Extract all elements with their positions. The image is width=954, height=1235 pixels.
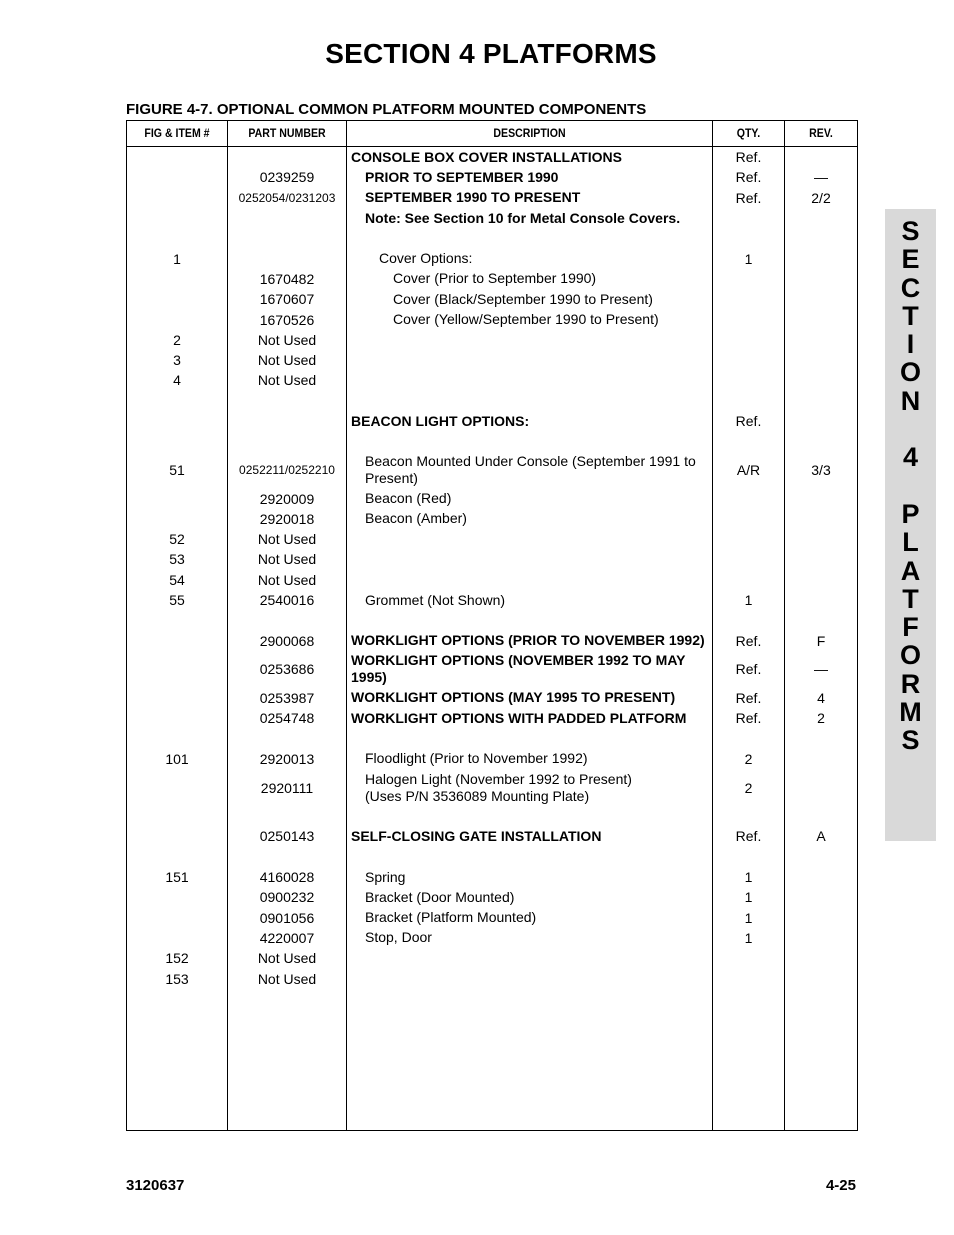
description-cell: Spring [365,868,406,885]
fig-item-cell [127,631,227,651]
qty-cell [713,968,784,988]
side-tab-letter: O [899,357,921,388]
qty-cell [713,330,784,350]
fig-item-cell [127,391,227,411]
fig-item-cell [127,806,227,826]
page-number: 4-25 [825,1177,856,1194]
rev-cell [785,147,857,167]
qty-cell: 1 [744,889,753,906]
part-number-cell: 0254748 [259,710,315,727]
fig-item-cell [127,847,227,867]
table-row [127,769,857,806]
description-cell [351,350,711,370]
part-number-cell: 1670482 [259,270,315,287]
part-number-cell: 0252054/0231203 [238,190,336,205]
table-row [127,887,857,907]
part-number-cell: Not Used [257,970,317,987]
part-number-cell: 0250143 [259,828,315,845]
qty-cell [713,529,784,549]
side-tab-letter: I [906,329,915,360]
table-row [127,867,857,887]
fig-item-cell: 152 [165,950,189,967]
figure-title: FIGURE 4-7. OPTIONAL COMMON PLATFORM MOUNTED COMPONENTS [126,101,647,118]
table-row [127,728,857,748]
side-tab-letters [885,217,936,755]
part-number-cell [228,411,346,431]
rev-cell: 3/3 [811,461,831,478]
fig-item-cell: 55 [169,592,185,609]
description-line: (Uses P/N 3536089 Mounting Plate) [365,787,590,804]
rev-cell [785,769,857,806]
rev-cell: — [814,661,828,678]
qty-cell: Ref. [735,661,762,678]
part-number-cell [228,147,346,167]
rev-cell [785,908,857,928]
description-cell: Cover Options: [379,250,473,267]
header-fig-item: FIG & ITEM # [144,126,210,140]
qty-cell [713,728,784,748]
qty-cell [713,570,784,590]
qty-cell [713,488,784,508]
part-number-cell: 2900068 [259,632,315,649]
description-cell: Floodlight (Prior to November 1992) [365,750,588,767]
side-tab-letter: P [901,498,920,529]
qty-cell: Ref. [735,710,762,727]
side-tab-letter: M [899,697,922,728]
part-number-cell: 2920018 [259,510,315,527]
qty-cell [713,610,784,630]
table-row [127,968,857,988]
side-tab-letter: T [902,300,919,331]
qty-cell: 1 [744,909,753,926]
table-row [127,411,857,431]
qty-cell: Ref. [735,169,762,186]
parts-table [126,120,858,1131]
part-number-cell: 4160028 [259,869,315,886]
qty-cell: A/R [736,461,761,478]
part-number-cell [228,431,346,451]
description-cell [351,228,711,248]
side-tab-letter: C [900,272,921,303]
fig-item-cell: 51 [169,461,185,478]
table-row [127,708,857,728]
header-rev: REV. [809,126,833,140]
qty-cell [713,948,784,968]
description-cell [351,391,711,411]
rev-cell: A [816,828,826,845]
table-row [127,509,857,529]
qty-cell: 2 [744,750,753,767]
rev-cell: — [814,169,828,186]
fig-item-cell [127,147,227,167]
part-number-cell [228,228,346,248]
description-cell [351,610,711,630]
table-row [127,688,857,708]
qty-cell [713,549,784,569]
fig-item-cell: 3 [173,352,181,369]
part-number-cell: 4220007 [259,929,315,946]
table-row [127,228,857,248]
header-qty: QTY. [736,126,761,140]
fig-item-cell [127,769,227,806]
part-number-cell: Not Used [257,531,317,548]
qty-cell: 1 [744,250,753,267]
fig-item-cell [127,688,227,708]
fig-item-cell: 54 [169,571,185,588]
fig-item-cell [127,188,227,208]
description-cell: WORKLIGHT OPTIONS (PRIOR TO NOVEMBER 1992) [351,632,705,649]
qty-cell [713,431,784,451]
rev-cell [785,948,857,968]
side-tab-letter: R [900,668,921,699]
table-row [127,948,857,968]
table-row [127,370,857,390]
fig-item-cell: 2 [173,331,181,348]
part-number-cell: 0253686 [259,661,315,678]
description-cell: WORKLIGHT OPTIONS (MAY 1995 TO PRESENT) [351,689,676,706]
fig-item-cell: 52 [169,531,185,548]
table-row [127,570,857,590]
rev-cell [785,529,857,549]
description-cell: WORKLIGHT OPTIONS (NOVEMBER 1992 TO MAY 1995) [351,652,686,686]
fig-item-cell: 1 [173,250,181,267]
description-cell [351,370,711,390]
table-row [127,431,857,451]
side-tab-letter: 4 [902,442,919,473]
side-tab-letter: N [900,385,921,416]
qty-cell [713,350,784,370]
part-number-cell [228,208,346,228]
part-number-cell: Not Used [257,372,317,389]
description-cell: Beacon (Red) [365,490,452,507]
qty-cell [713,806,784,826]
qty-cell: 2 [744,779,753,796]
rev-cell [785,228,857,248]
part-number-cell: 0252211/0252210 [239,462,335,477]
fig-item-cell [127,208,227,228]
rev-cell [785,269,857,289]
rev-cell: 2/2 [811,189,831,206]
table-row [127,590,857,610]
part-number-cell: Not Used [257,950,317,967]
table-row [127,208,857,228]
rev-cell [785,590,857,610]
description-cell [351,968,711,988]
side-tab-letter: F [902,612,919,643]
rev-cell [785,350,857,370]
table-row [127,610,857,630]
description-cell [351,948,711,968]
rev-cell [785,847,857,867]
document-number: 3120637 [126,1177,185,1194]
rev-cell: 2 [817,710,825,727]
description-cell [351,549,711,569]
description-cell [351,806,711,826]
qty-cell [713,289,784,309]
part-number-cell: 2920009 [259,490,315,507]
part-number-cell: 0239259 [259,169,315,186]
description-cell: Bracket (Platform Mounted) [365,909,537,926]
description-cell: Note: See Section 10 for Metal Console Covers. [365,209,681,226]
part-number-cell [228,610,346,630]
fig-item-cell: 101 [165,750,189,767]
description-cell: CONSOLE BOX COVER INSTALLATIONS [351,148,622,165]
fig-item-cell [127,488,227,508]
table-body [127,147,857,989]
part-number-cell: 2920111 [260,779,314,796]
description-cell: SELF-CLOSING GATE INSTALLATION [351,827,602,844]
rev-cell [785,509,857,529]
rev-cell [785,431,857,451]
rev-cell [785,806,857,826]
description-cell: Bracket (Door Mounted) [365,888,515,905]
qty-cell [713,509,784,529]
table-row [127,451,857,488]
description-cell [351,570,711,590]
fig-item-cell [127,167,227,187]
qty-cell: Ref. [735,413,762,429]
rev-cell [785,749,857,769]
side-tab-letter: E [901,244,920,275]
part-number-cell: 1670607 [259,291,315,308]
fig-item-cell [127,509,227,529]
rev-cell [785,570,857,590]
side-tab-letter: S [901,216,920,246]
description-cell [351,769,725,806]
qty-cell [713,228,784,248]
description-cell: Beacon Mounted Under Console (September 1991 to Present) [365,452,696,486]
table-row [127,847,857,867]
description-line: Halogen Light (November 1992 to Present) [365,770,632,787]
table-row [127,248,857,268]
rev-cell [785,289,857,309]
part-number-cell [228,847,346,867]
fig-item-cell [127,908,227,928]
qty-cell: 1 [744,869,753,886]
part-number-cell: Not Used [257,571,317,588]
side-tab-letter: A [900,555,921,586]
fig-item-cell [127,289,227,309]
part-number-cell: 0900232 [259,889,315,906]
fig-item-cell [127,411,227,431]
fig-item-cell [127,728,227,748]
fig-item-cell [127,708,227,728]
part-number-cell: 1670526 [259,311,315,328]
table-row [127,289,857,309]
part-number-cell: 0901056 [259,909,315,926]
fig-item-cell [127,269,227,289]
table-row [127,167,857,187]
rev-cell [785,370,857,390]
part-number-cell [228,728,346,748]
qty-cell: 1 [744,929,753,946]
rev-cell [785,309,857,329]
part-number-cell [228,806,346,826]
table-row [127,309,857,329]
fig-item-cell: 151 [165,869,189,886]
qty-cell: Ref. [735,828,762,845]
fig-item-cell [127,610,227,630]
fig-item-cell [127,928,227,948]
fig-item-cell [127,309,227,329]
description-cell [351,529,711,549]
part-number-cell [228,248,346,268]
rev-cell [785,208,857,228]
rev-cell [785,968,857,988]
description-cell [351,728,711,748]
rev-cell [785,610,857,630]
table-row [127,928,857,948]
description-cell: Grommet (Not Shown) [365,591,506,608]
fig-item-cell [127,431,227,451]
table-row [127,350,857,370]
fig-item-cell: 153 [165,970,189,987]
table-row [127,908,857,928]
description-cell: Beacon (Amber) [365,510,467,527]
table-row [127,488,857,508]
description-cell: WORKLIGHT OPTIONS WITH PADDED PLATFORM [351,709,687,726]
fig-item-cell [127,887,227,907]
table-row [127,188,857,208]
rev-cell: 4 [817,689,825,706]
description-cell: Cover (Prior to September 1990) [393,270,597,287]
table-row [127,631,857,651]
part-number-cell: 0253987 [259,689,315,706]
side-tab-letter: O [899,640,921,671]
rev-cell [785,330,857,350]
description-cell [351,330,711,350]
side-tab-letter [885,472,936,500]
fig-item-cell [127,228,227,248]
table-row [127,529,857,549]
rev-cell: F [816,632,826,649]
part-number-cell: Not Used [257,551,317,568]
table-row [127,651,857,688]
qty-cell [713,269,784,289]
description-cell: Stop, Door [365,929,432,946]
rev-cell [785,411,857,431]
part-number-cell: 2920013 [259,750,315,767]
table-row [127,147,857,167]
description-cell: PRIOR TO SEPTEMBER 1990 [365,168,559,185]
description-cell: Cover (Black/September 1990 to Present) [393,290,653,307]
qty-cell: 1 [744,592,753,609]
qty-cell: Ref. [735,189,762,206]
side-tab-letter [885,415,936,443]
fig-item-cell: 53 [169,551,185,568]
fig-item-cell: 4 [173,372,181,389]
rev-cell [785,549,857,569]
part-number-cell: Not Used [257,331,317,348]
table-row [127,826,857,846]
header-part-number: PART NUMBER [248,126,326,140]
rev-cell [785,887,857,907]
qty-cell [713,847,784,867]
qty-cell: Ref. [735,149,762,166]
description-cell: Cover (Yellow/September 1990 to Present) [393,311,659,328]
qty-cell [713,309,784,329]
part-number-cell [228,391,346,411]
side-tab-letter: S [901,725,920,756]
table-row [127,749,857,769]
description-cell: SEPTEMBER 1990 TO PRESENT [365,189,581,206]
rev-cell [785,488,857,508]
fig-item-cell [127,826,227,846]
description-cell: BEACON LIGHT OPTIONS: [351,412,530,429]
qty-cell [713,391,784,411]
rev-cell [785,928,857,948]
rev-cell [785,728,857,748]
table-row [127,549,857,569]
side-tab-letter: L [902,527,919,558]
qty-cell [713,208,784,228]
side-tab-letter: T [902,583,919,614]
rev-cell [785,391,857,411]
section-side-tab [885,209,936,841]
description-cell [351,847,711,867]
table-row [127,806,857,826]
rev-cell [785,867,857,887]
table-row [127,391,857,411]
description-cell [351,431,711,451]
qty-cell [713,370,784,390]
qty-cell: Ref. [735,632,762,649]
part-number-cell: Not Used [257,352,317,369]
table-row [127,330,857,350]
qty-cell: Ref. [735,689,762,706]
page-title: SECTION 4 PLATFORMS [325,38,657,69]
part-number-cell: 2540016 [259,592,315,609]
table-row [127,269,857,289]
rev-cell [785,248,857,268]
header-description: DESCRIPTION [493,126,566,140]
fig-item-cell [127,651,227,688]
